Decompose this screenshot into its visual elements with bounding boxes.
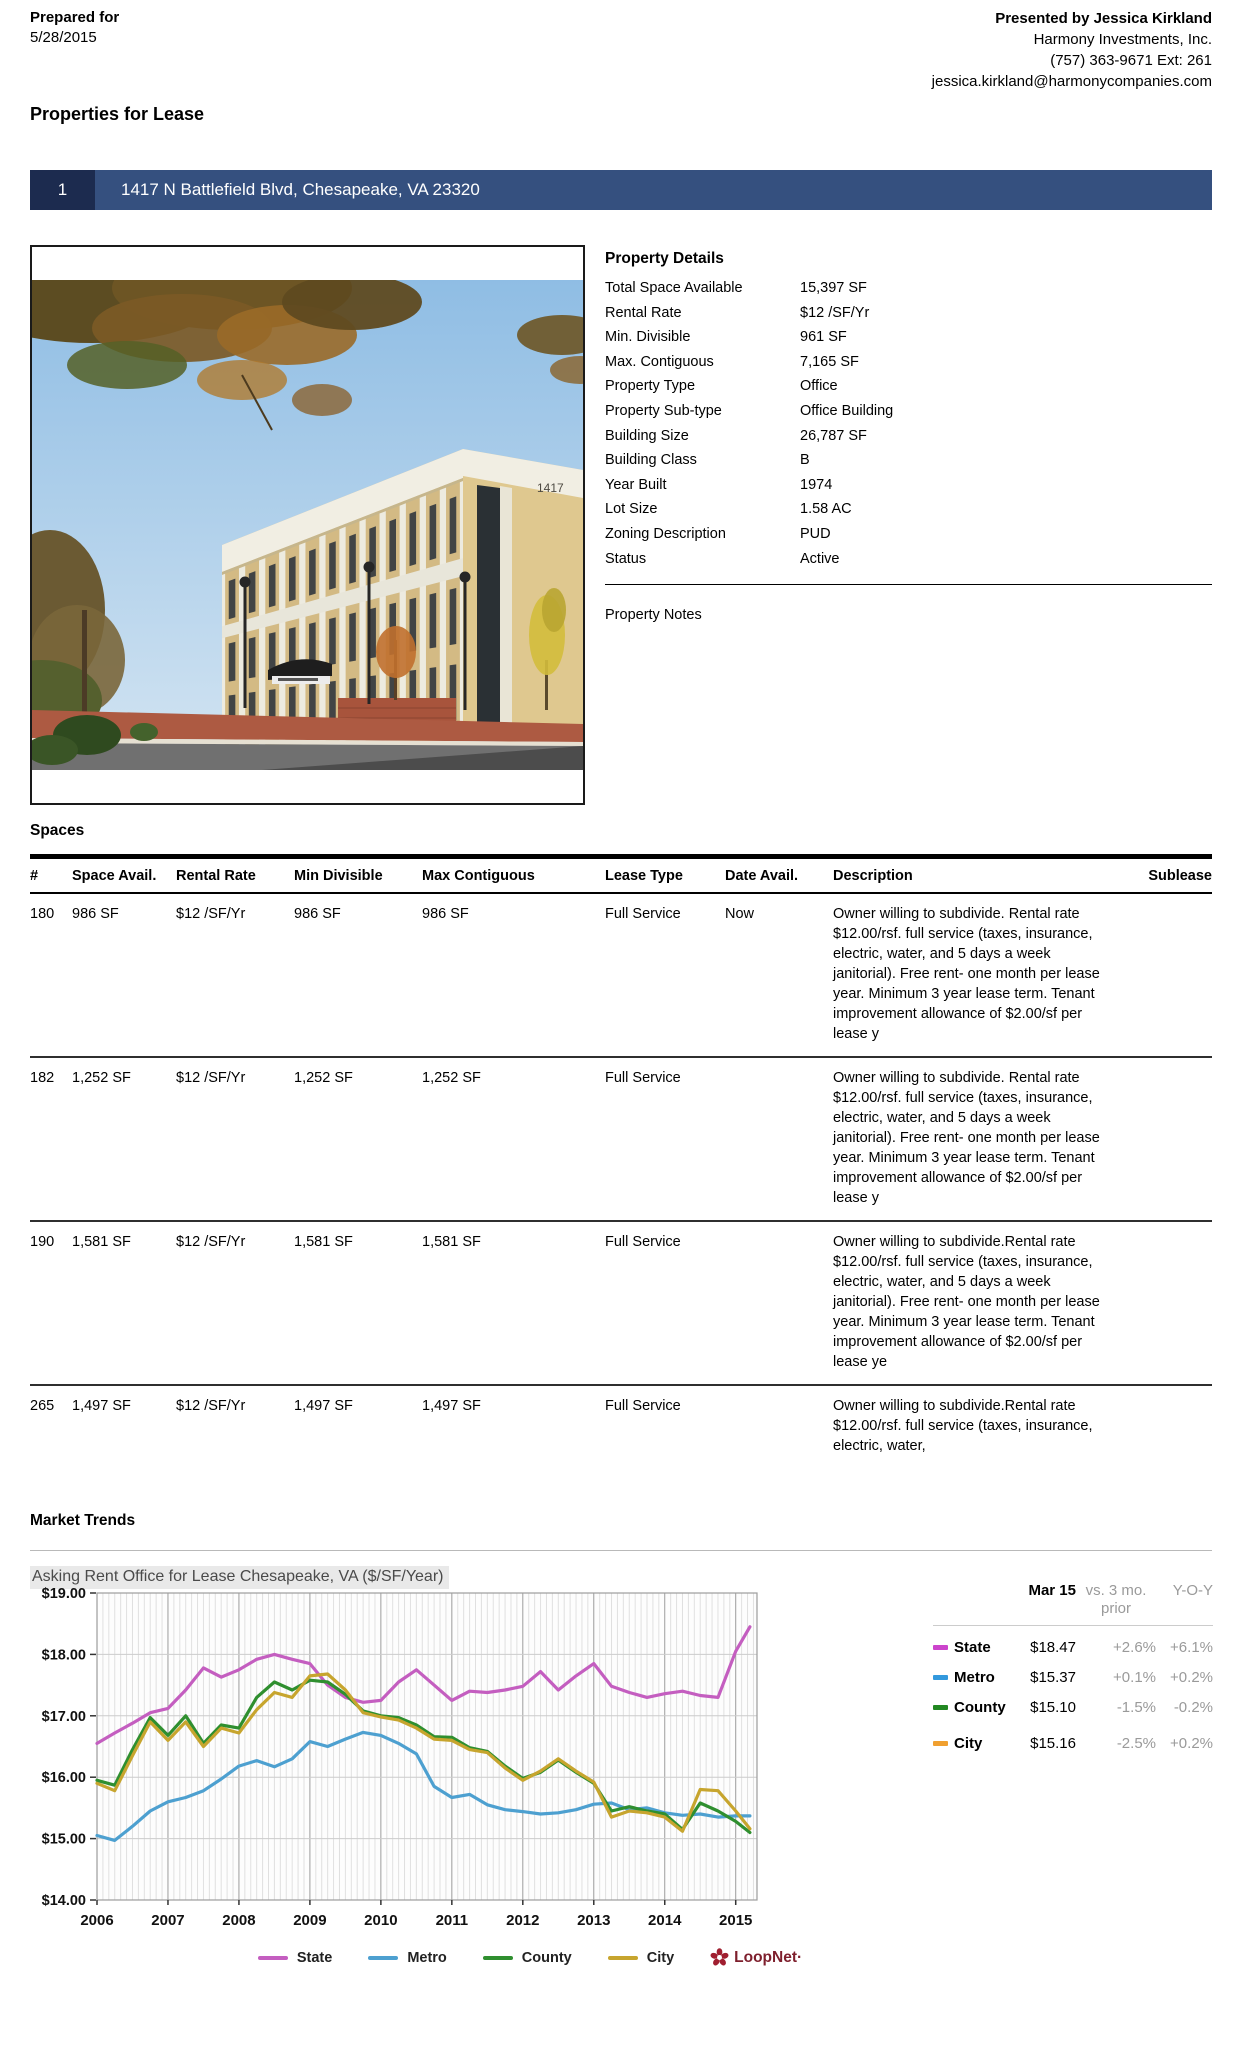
spaces-col-header: Date Avail. bbox=[725, 868, 799, 884]
summary-divider bbox=[933, 1625, 1213, 1626]
space-sublease bbox=[1100, 1396, 1212, 1456]
spaces-col-header: Description bbox=[833, 868, 913, 884]
loopnet-logo-icon bbox=[710, 1948, 729, 1967]
detail-value: Office bbox=[800, 378, 838, 395]
space-min: 986 SF bbox=[294, 906, 341, 922]
summary-value: $15.16 bbox=[1030, 1735, 1076, 1752]
detail-label: Building Size bbox=[605, 427, 689, 444]
summary-series-name: Metro bbox=[954, 1669, 995, 1686]
space-desc: Owner willing to subdivide.Rental rate $12.00/rsf. full service (taxes, insurance, electric, water, bbox=[833, 1398, 1093, 1454]
spaces-table-body bbox=[30, 894, 1212, 1468]
property-details-title: Property Details bbox=[605, 250, 724, 267]
svg-text:2007: 2007 bbox=[151, 1912, 185, 1929]
space-num: 180 bbox=[30, 906, 55, 922]
county-swatch-icon bbox=[933, 1705, 948, 1710]
summary-row-county bbox=[933, 1699, 1213, 1716]
summary-yoy-label: Y-O-Y bbox=[1172, 1582, 1213, 1599]
space-max: 1,581 SF bbox=[422, 1234, 481, 1250]
prepared-for-block bbox=[30, 8, 119, 48]
space-lease: Full Service bbox=[605, 1234, 681, 1250]
summary-3mo-change: +0.1% bbox=[1113, 1669, 1156, 1686]
loopnet-brand bbox=[710, 1948, 802, 1967]
legend-label: Metro bbox=[407, 1949, 447, 1966]
space-sublease bbox=[1100, 1232, 1212, 1372]
detail-row bbox=[605, 354, 1212, 379]
detail-value: 961 SF bbox=[800, 329, 847, 346]
svg-text:2014: 2014 bbox=[648, 1912, 682, 1929]
asking-rent-line-chart-svg bbox=[30, 1583, 770, 1933]
space-space: 1,497 SF bbox=[72, 1398, 131, 1414]
detail-value: 15,397 SF bbox=[800, 280, 867, 296]
summary-row-metro bbox=[933, 1669, 1213, 1686]
metro-swatch-icon bbox=[933, 1675, 948, 1680]
building-number: 1417 bbox=[537, 481, 564, 495]
summary-value: $18.47 bbox=[1030, 1639, 1076, 1656]
space-num: 190 bbox=[30, 1234, 55, 1250]
space-max: 1,252 SF bbox=[422, 1070, 481, 1086]
detail-row bbox=[605, 526, 1212, 551]
presenter-company: Harmony Investments, Inc. bbox=[1033, 31, 1212, 48]
spaces-col-header: # bbox=[30, 868, 39, 884]
svg-text:$14.00: $14.00 bbox=[41, 1893, 86, 1909]
spaces-col-header: Sublease bbox=[1148, 868, 1212, 884]
svg-text:2008: 2008 bbox=[222, 1912, 256, 1929]
presenter-email: jessica.kirkland@harmonycompanies.com bbox=[931, 73, 1212, 90]
svg-text:$16.00: $16.00 bbox=[41, 1770, 86, 1787]
space-rate: $12 /SF/Yr bbox=[176, 1234, 246, 1250]
city-swatch-icon bbox=[933, 1741, 948, 1746]
space-min: 1,581 SF bbox=[294, 1234, 353, 1250]
svg-text:$19.00: $19.00 bbox=[41, 1586, 86, 1602]
space-space: 986 SF bbox=[72, 906, 119, 922]
summary-series-name: State bbox=[954, 1639, 991, 1656]
detail-value: PUD bbox=[800, 525, 831, 542]
spaces-col-header: Max Contiguous bbox=[422, 868, 535, 884]
details-divider bbox=[605, 584, 1212, 585]
space-row bbox=[30, 1058, 1212, 1222]
summary-series-name: County bbox=[954, 1699, 1006, 1716]
space-date bbox=[725, 1068, 833, 1208]
page-title: Properties for Lease bbox=[30, 104, 205, 124]
space-lease: Full Service bbox=[605, 1398, 681, 1414]
spaces-header-row bbox=[30, 859, 1212, 892]
detail-row bbox=[605, 305, 1212, 330]
spaces-section bbox=[30, 822, 1212, 1468]
summary-row-state bbox=[933, 1639, 1213, 1656]
market-trends-title: Market Trends bbox=[30, 1512, 136, 1529]
summary-value: $15.10 bbox=[1030, 1699, 1076, 1716]
legend-label: State bbox=[296, 1949, 333, 1966]
prepared-for-label: Prepared for bbox=[30, 9, 120, 26]
market-trends-rule bbox=[30, 1550, 1212, 1551]
building-right-face bbox=[463, 449, 583, 740]
chart-summary-panel bbox=[933, 1582, 1213, 1752]
svg-text:2015: 2015 bbox=[719, 1912, 753, 1929]
detail-label: Lot Size bbox=[605, 501, 658, 518]
detail-value: 7,165 SF bbox=[800, 353, 859, 370]
spaces-col-header: Min Divisible bbox=[294, 868, 383, 884]
summary-value: $15.37 bbox=[1030, 1669, 1076, 1686]
detail-value: $12 /SF/Yr bbox=[800, 304, 870, 321]
summary-row-city bbox=[933, 1735, 1213, 1752]
presenter-phone: (757) 363-9671 Ext: 261 bbox=[1050, 52, 1212, 69]
building-photo-illustration bbox=[32, 280, 583, 770]
presented-by-block bbox=[932, 8, 1212, 92]
space-max: 986 SF bbox=[422, 906, 469, 922]
property-photo bbox=[30, 245, 585, 805]
space-space: 1,252 SF bbox=[72, 1070, 131, 1086]
detail-label: Max. Contiguous bbox=[605, 353, 714, 370]
space-rate: $12 /SF/Yr bbox=[176, 1070, 246, 1086]
detail-value: Office Building bbox=[800, 402, 894, 419]
legend-item-county bbox=[483, 1950, 572, 1966]
summary-vs-3mo-label: vs. 3 mo. prior bbox=[1085, 1582, 1147, 1617]
detail-row bbox=[605, 477, 1212, 502]
summary-series-name: City bbox=[954, 1735, 983, 1752]
spaces-title: Spaces bbox=[30, 822, 85, 839]
asking-rent-chart bbox=[30, 1583, 770, 1933]
space-sublease bbox=[1100, 1068, 1212, 1208]
county-line-swatch-icon bbox=[483, 1956, 513, 1960]
detail-label: Property Sub-type bbox=[605, 402, 722, 419]
space-num: 265 bbox=[30, 1398, 55, 1414]
space-date bbox=[725, 1232, 833, 1372]
detail-value: 26,787 SF bbox=[800, 427, 867, 444]
detail-label: Building Class bbox=[605, 452, 697, 469]
space-num: 182 bbox=[30, 1070, 55, 1086]
svg-text:2013: 2013 bbox=[577, 1912, 611, 1929]
metro-line-swatch-icon bbox=[368, 1956, 398, 1960]
space-desc: Owner willing to subdivide.Rental rate $12.00/rsf. full service (taxes, insurance, electric, water, and 5 days a week janitorial). Free rent- one month per lease year. Minimum 3 year lease term. Tenant improvement allowance of $2.00/sf per lease ye bbox=[833, 1234, 1100, 1370]
svg-text:$18.00: $18.00 bbox=[41, 1647, 86, 1664]
detail-row bbox=[605, 428, 1212, 453]
presented-by: Presented by Jessica Kirkland bbox=[995, 10, 1212, 27]
detail-row bbox=[605, 501, 1212, 526]
space-date bbox=[725, 1396, 833, 1456]
property-notes-label: Property Notes bbox=[605, 607, 702, 624]
svg-text:2009: 2009 bbox=[293, 1912, 327, 1929]
space-min: 1,497 SF bbox=[294, 1398, 353, 1414]
space-min: 1,252 SF bbox=[294, 1070, 353, 1086]
detail-label: Zoning Description bbox=[605, 525, 726, 542]
svg-text:$17.00: $17.00 bbox=[41, 1708, 86, 1725]
property-index-badge: 1 bbox=[30, 170, 95, 210]
detail-row bbox=[605, 280, 1212, 305]
space-row bbox=[30, 1386, 1212, 1468]
detail-value: 1974 bbox=[800, 476, 833, 493]
legend-item-state bbox=[258, 1950, 332, 1966]
loopnet-brand-text: LoopNet· bbox=[734, 1948, 803, 1966]
detail-label: Year Built bbox=[605, 476, 667, 493]
state-swatch-icon bbox=[933, 1645, 948, 1650]
property-details-rows bbox=[605, 280, 1212, 575]
space-row bbox=[30, 1222, 1212, 1386]
svg-text:$15.00: $15.00 bbox=[41, 1831, 86, 1848]
property-details bbox=[605, 250, 1212, 623]
detail-label: Rental Rate bbox=[605, 304, 682, 321]
chart-title: Asking Rent Office for Lease Chesapeake, VA ($/SF/Year) bbox=[30, 1566, 449, 1589]
space-row bbox=[30, 894, 1212, 1058]
state-line-swatch-icon bbox=[258, 1956, 288, 1960]
space-lease: Full Service bbox=[605, 906, 681, 922]
svg-text:2010: 2010 bbox=[364, 1912, 398, 1929]
svg-text:2006: 2006 bbox=[80, 1912, 114, 1929]
legend-item-city bbox=[608, 1950, 674, 1966]
legend-label: County bbox=[521, 1949, 572, 1966]
detail-label: Total Space Available bbox=[605, 280, 743, 296]
summary-yoy-change: +0.2% bbox=[1170, 1735, 1213, 1752]
space-max: 1,497 SF bbox=[422, 1398, 481, 1414]
detail-row bbox=[605, 329, 1212, 354]
summary-3mo-change: -1.5% bbox=[1116, 1699, 1156, 1716]
summary-yoy-change: +0.2% bbox=[1170, 1669, 1213, 1686]
detail-row bbox=[605, 378, 1212, 403]
detail-value: B bbox=[800, 452, 810, 469]
summary-3mo-change: +2.6% bbox=[1113, 1639, 1156, 1656]
detail-row bbox=[605, 551, 1212, 576]
space-lease: Full Service bbox=[605, 1070, 681, 1086]
space-space: 1,581 SF bbox=[72, 1234, 131, 1250]
city-line-swatch-icon bbox=[608, 1956, 638, 1960]
detail-row bbox=[605, 452, 1212, 477]
legend-item-metro bbox=[368, 1950, 446, 1966]
spaces-col-header: Rental Rate bbox=[176, 868, 256, 884]
detail-row bbox=[605, 403, 1212, 428]
space-rate: $12 /SF/Yr bbox=[176, 906, 246, 922]
space-desc: Owner willing to subdivide. Rental rate $12.00/rsf. full service (taxes, insurance, electric, water, and 5 days a week janitorial). Free rent- one month per lease year. Minimum 3 year lease term. Tenant improvement allowance of $2.00/sf per lease y bbox=[833, 1070, 1100, 1206]
summary-period: Mar 15 bbox=[1028, 1582, 1076, 1599]
summary-yoy-change: +6.1% bbox=[1170, 1639, 1213, 1656]
svg-text:2012: 2012 bbox=[506, 1912, 540, 1929]
detail-label: Status bbox=[605, 550, 647, 567]
space-sublease bbox=[1100, 904, 1212, 1044]
summary-3mo-change: -2.5% bbox=[1116, 1735, 1156, 1752]
property-address: 1417 N Battlefield Blvd, Chesapeake, VA 23320 bbox=[121, 180, 480, 199]
prepared-date: 5/28/2015 bbox=[30, 29, 97, 46]
legend-label: City bbox=[646, 1949, 675, 1966]
space-rate: $12 /SF/Yr bbox=[176, 1398, 246, 1414]
svg-text:2011: 2011 bbox=[435, 1912, 469, 1929]
spaces-col-header: Lease Type bbox=[605, 868, 683, 884]
space-date: Now bbox=[725, 906, 755, 922]
summary-yoy-change: -0.2% bbox=[1173, 1699, 1213, 1716]
detail-label: Property Type bbox=[605, 378, 696, 395]
spaces-col-header: Space Avail. bbox=[72, 868, 157, 884]
detail-label: Min. Divisible bbox=[605, 329, 691, 346]
summary-rows bbox=[933, 1639, 1213, 1752]
property-header-bar bbox=[30, 170, 1212, 210]
detail-value: 1.58 AC bbox=[800, 501, 852, 518]
detail-value: Active bbox=[800, 550, 840, 567]
chart-legend bbox=[180, 1948, 880, 1967]
space-desc: Owner willing to subdivide. Rental rate $12.00/rsf. full service (taxes, insurance, electric, water, and 5 days a week janitorial). Free rent- one month per lease year. Minimum 3 year lease term. Tenant improvement allowance of $2.00/sf per lease y bbox=[833, 906, 1100, 1042]
summary-header bbox=[933, 1582, 1213, 1618]
